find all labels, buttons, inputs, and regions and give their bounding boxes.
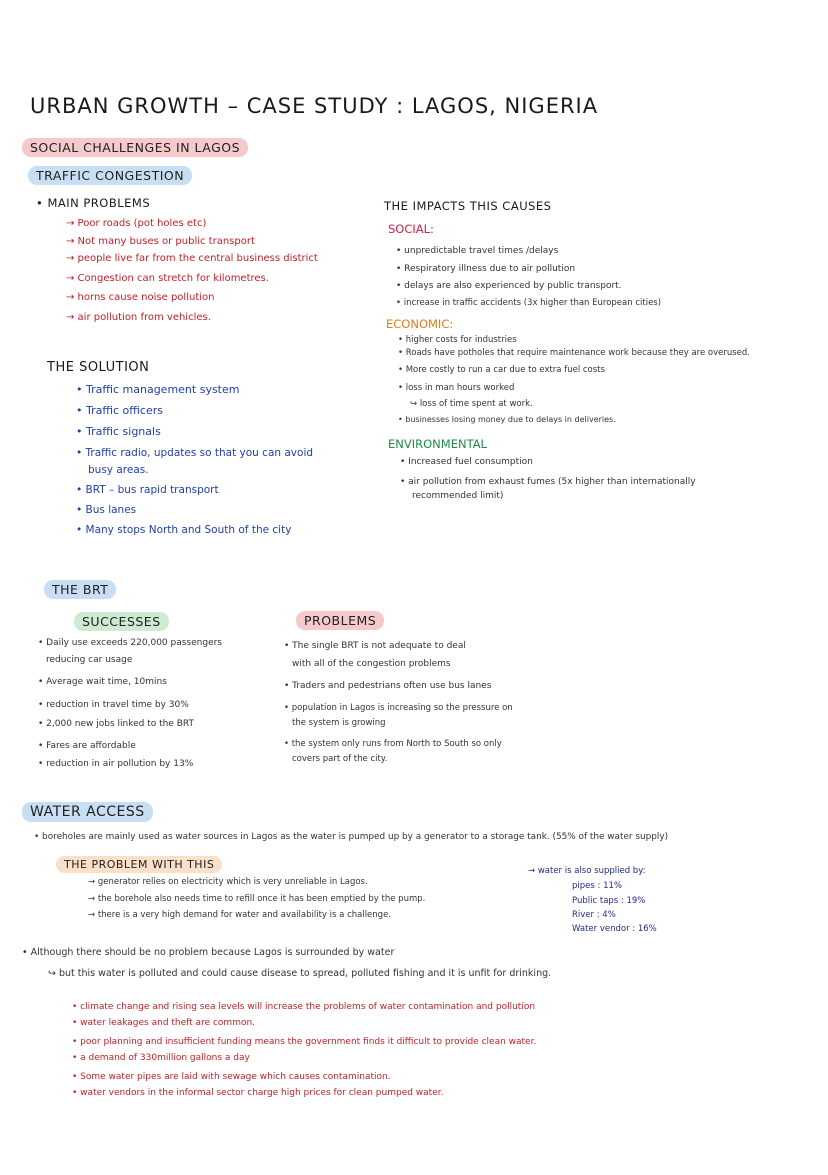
main-problems-heading: • MAIN PROBLEMS bbox=[36, 196, 151, 210]
list-item: recommended limit) bbox=[412, 491, 504, 501]
list-item: • reduction in travel time by 30% bbox=[38, 700, 189, 710]
list-item: covers part of the city. bbox=[292, 754, 388, 764]
list-item: busy areas. bbox=[88, 464, 149, 476]
water-problem-heading: THE PROBLEM WITH THIS bbox=[56, 856, 222, 873]
list-item: • the system only runs from North to South so only bbox=[284, 739, 502, 749]
list-item: • Traders and pedestrians often use bus lanes bbox=[284, 681, 492, 691]
list-item: • reduction in air pollution by 13% bbox=[38, 759, 194, 769]
solution-heading: THE SOLUTION bbox=[47, 360, 150, 375]
list-item: • Traffic radio, updates so that you can avoid bbox=[76, 447, 314, 459]
list-item: pipes : 11% bbox=[572, 881, 622, 891]
list-item: Water vendor : 16% bbox=[572, 924, 657, 934]
list-item: • climate change and rising sea levels will increase the problems of water contamination and pollution bbox=[72, 1002, 536, 1012]
list-item: → generator relies on electricity which is very unreliable in Lagos. bbox=[88, 877, 368, 887]
traffic-congestion-heading: TRAFFIC CONGESTION bbox=[28, 166, 192, 185]
list-item: • Respiratory illness due to air pollution bbox=[396, 264, 576, 274]
list-item: River : 4% bbox=[572, 910, 616, 920]
list-item: • Increased fuel consumption bbox=[400, 457, 533, 467]
list-item: • unpredictable travel times /delays bbox=[396, 246, 559, 256]
brt-successes-heading: SUCCESSES bbox=[74, 612, 169, 631]
page-title: URBAN GROWTH – CASE STUDY : LAGOS, NIGERIA bbox=[30, 94, 599, 118]
list-item: • Some water pipes are laid with sewage which causes contamination. bbox=[72, 1072, 391, 1082]
list-item: → people live far from the central business district bbox=[66, 253, 318, 264]
brt-heading: THE BRT bbox=[44, 580, 116, 599]
list-item: the system is growing bbox=[292, 718, 386, 728]
list-item: • poor planning and insufficient funding means the government finds it difficult to provide clean water. bbox=[72, 1037, 537, 1047]
list-item: • air pollution from exhaust fumes (5x higher than internationally bbox=[400, 477, 696, 487]
list-item: • businesses losing money due to delays in deliveries. bbox=[398, 415, 616, 424]
list-item: • population in Lagos is increasing so the pressure on bbox=[284, 703, 513, 713]
water-supply-heading: → water is also supplied by: bbox=[528, 866, 646, 876]
list-item: reducing car usage bbox=[46, 655, 133, 665]
list-item: • 2,000 new jobs linked to the BRT bbox=[38, 719, 195, 729]
brt-problems-heading: PROBLEMS bbox=[296, 611, 384, 630]
impacts-heading: THE IMPACTS THIS CAUSES bbox=[384, 199, 552, 213]
list-item: with all of the congestion problems bbox=[292, 659, 451, 669]
list-item: • Bus lanes bbox=[76, 504, 137, 516]
list-item: • Traffic officers bbox=[76, 404, 163, 417]
list-item: • Traffic management system bbox=[76, 383, 240, 396]
list-item: • Roads have potholes that require maintenance work because they are overused. bbox=[398, 348, 750, 358]
impacts-social-heading: SOCIAL: bbox=[388, 222, 434, 236]
list-item: → Not many buses or public transport bbox=[66, 236, 255, 247]
list-item: → horns cause noise pollution bbox=[66, 292, 215, 303]
list-item: • More costly to run a car due to extra fuel costs bbox=[398, 365, 605, 375]
list-item: • Daily use exceeds 220,000 passengers bbox=[38, 638, 222, 648]
social-challenges-heading: SOCIAL CHALLENGES IN LAGOS bbox=[22, 138, 248, 157]
list-item: • water leakages and theft are common. bbox=[72, 1018, 256, 1028]
list-item: • water vendors in the informal sector charge high prices for clean pumped water. bbox=[72, 1088, 444, 1098]
list-item: → Congestion can stretch for kilometres. bbox=[66, 273, 269, 284]
list-item: → air pollution from vehicles. bbox=[66, 312, 211, 323]
list-item: → there is a very high demand for water and availability is a challenge. bbox=[88, 910, 391, 920]
list-item: • a demand of 330million gallons a day bbox=[72, 1053, 250, 1063]
list-item: • Traffic signals bbox=[76, 425, 161, 438]
list-item: • BRT – bus rapid transport bbox=[76, 484, 219, 496]
polluted-text: ↪ but this water is polluted and could cause disease to spread, polluted fishing and it is unfit for drinking. bbox=[48, 968, 552, 979]
list-item: • delays are also experienced by public transport. bbox=[396, 281, 622, 291]
list-item: • The single BRT is not adequate to deal bbox=[284, 641, 466, 651]
list-item: Public taps : 19% bbox=[572, 896, 646, 906]
surrounded-text: • Although there should be no problem because Lagos is surrounded by water bbox=[22, 947, 395, 958]
list-item: • higher costs for industries bbox=[398, 335, 517, 345]
list-item: • loss in man hours worked bbox=[398, 383, 515, 393]
list-item: • Many stops North and South of the city bbox=[76, 524, 292, 536]
list-item: • Fares are affordable bbox=[38, 741, 136, 751]
list-item: → the borehole also needs time to refill once it has been emptied by the pump. bbox=[88, 894, 426, 904]
list-item: • increase in traffic accidents (3x higher than European cities) bbox=[396, 298, 662, 308]
boreholes-text: • boreholes are mainly used as water sources in Lagos as the water is pumped up by a generator to a storage tank. (55% of the water supply) bbox=[34, 832, 669, 842]
list-item: ↪ loss of time spent at work. bbox=[410, 399, 533, 409]
impacts-environmental-heading: ENVIRONMENTAL bbox=[388, 437, 487, 451]
impacts-economic-heading: ECONOMIC: bbox=[386, 317, 454, 331]
water-access-heading: WATER ACCESS bbox=[22, 802, 153, 822]
list-item: • Average wait time, 10mins bbox=[38, 677, 167, 687]
list-item: → Poor roads (pot holes etc) bbox=[66, 218, 207, 229]
